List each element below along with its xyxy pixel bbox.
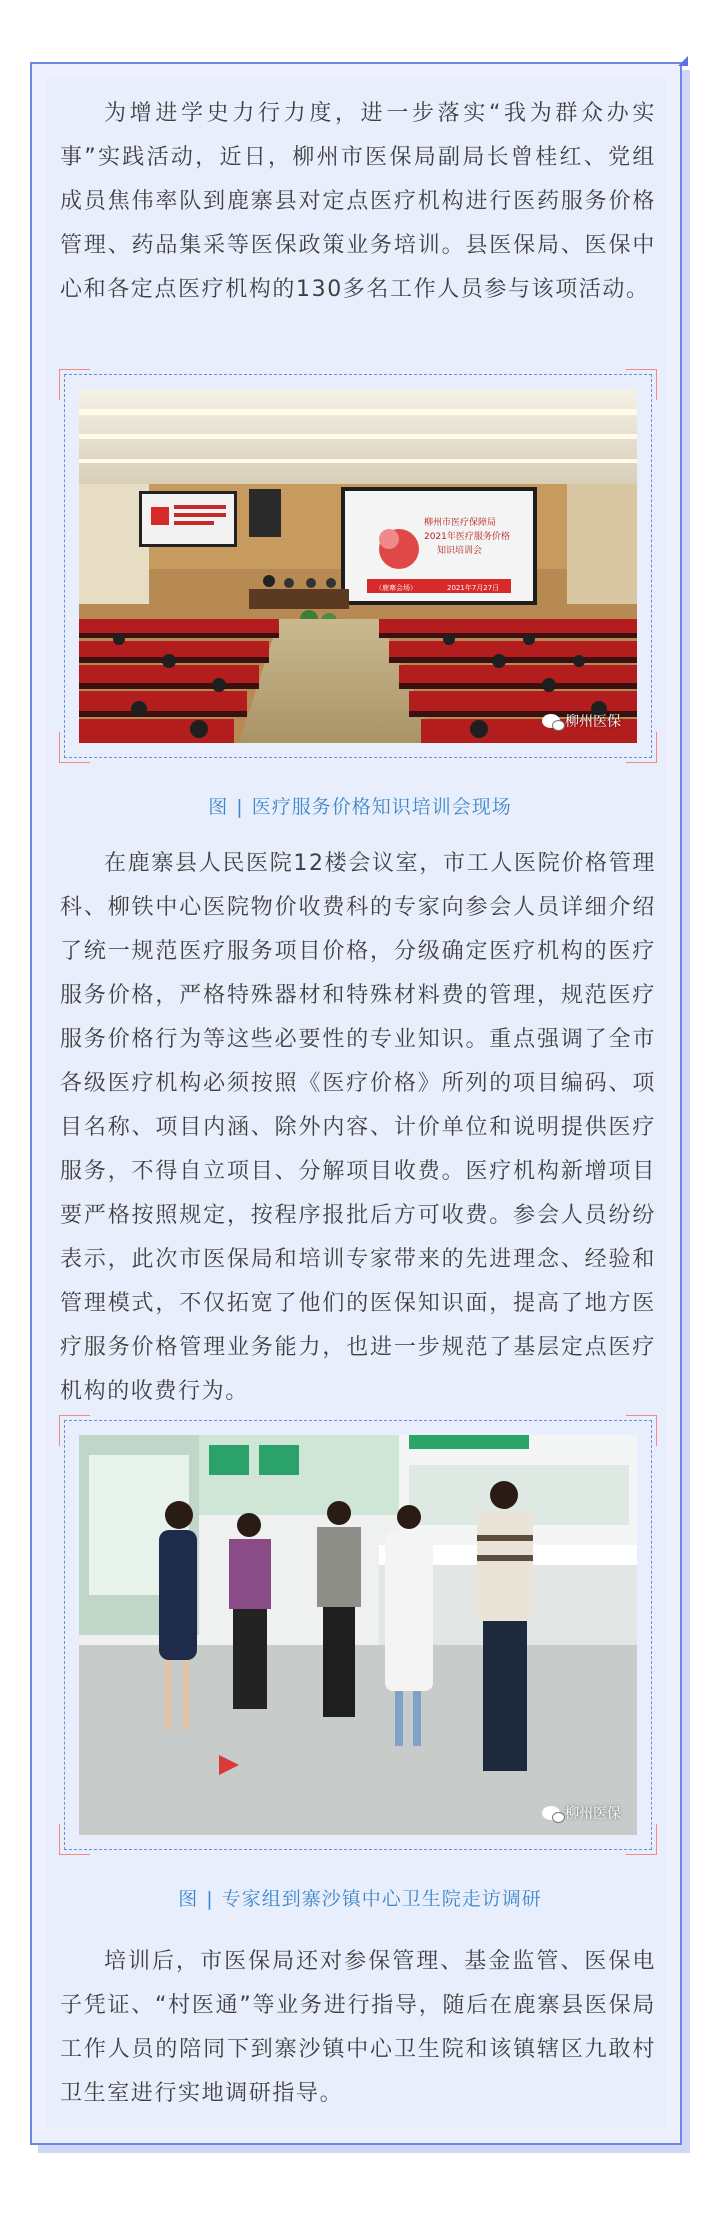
caption-prefix: 图 [178, 1888, 199, 1910]
caption-text: 专家组到寨沙镇中心卫生院走访调研 [221, 1888, 542, 1910]
training-paragraph: 在鹿寨县人民医院12楼会议室，市工人医院价格管理科、柳铁中心医院物价收费科的专家向参会人员详细介绍了统一规范医疗服务项目价格，分级确定医疗机构的医疗服务价格，严格特殊器材和特殊材料费的管理，规范医疗服务价格行为等这些必要性的专业知识。重点强调了全市各级医疗机构必须按照《医疗价格》所列的项目编码、项目名称、项目内涵、除外内容、计价单位和说明提供医疗服务，不得自立项目、分解项目收费。医疗机构新增项目要严格按照规定，按程序报批后方可收费。参会人员纷纷表示，此次市医保局和培训专家带来的先进理念、经验和管理模式，不仅拓宽了他们的医保知识面，提高了地方医疗服务价格管理业务能力，也进一步规范了基层定点医疗机构的收费行为。 [60, 851, 656, 1404]
photo-frame-visit [64, 1420, 652, 1850]
photo-frame-training [64, 374, 652, 758]
screen-title-1: 柳州市医疗保障局 [424, 518, 497, 528]
watermark-text: 柳州医保 [565, 1806, 621, 1822]
frame-corner-accent [678, 56, 688, 66]
watermark-photo1 [542, 711, 621, 731]
caption-separator: | [206, 1888, 214, 1910]
training-photo [79, 389, 637, 743]
training-hall-image [79, 389, 637, 743]
screen-title-3: 知识培训会 [437, 546, 483, 556]
screen-footer-left: （鹿寨会场） [375, 584, 417, 592]
caption-text: 医疗服务价格知识培训会现场 [251, 796, 512, 818]
intro-paragraph: 为增进学史力行力度，进一步落实“我为群众办实事”实践活动，近日，柳州市医保局副局长曾桂红、党组成员焦伟率队到鹿寨县对定点医疗机构进行医药服务价格管理、药品集采等医保政策业务培训。县医保局、医保中心和各定点医疗机构的130多名工作人员参与该项活动。 [60, 101, 656, 302]
wechat-icon [542, 1806, 560, 1820]
caption-prefix: 图 [208, 796, 229, 818]
wechat-icon [542, 714, 560, 728]
visit-photo [79, 1435, 637, 1835]
caption-photo1 [0, 792, 720, 819]
followup-paragraph: 培训后，市医保局还对参保管理、基金监管、医保电子凭证、“村医通”等业务进行指导，随后在鹿寨县医保局工作人员的陪同下到寨沙镇中心卫生院和该镇辖区九敢村卫生室进行实地调研指导。 [60, 1949, 656, 2106]
screen-title-2: 2021年医疗服务价格 [424, 532, 510, 542]
caption-separator: | [236, 796, 244, 818]
watermark-text: 柳州医保 [565, 714, 621, 730]
health-center-image [79, 1435, 637, 1835]
caption-photo2 [0, 1884, 720, 1911]
watermark-photo2 [542, 1803, 621, 1823]
screen-footer-right: 2021年7月27日 [447, 584, 500, 592]
